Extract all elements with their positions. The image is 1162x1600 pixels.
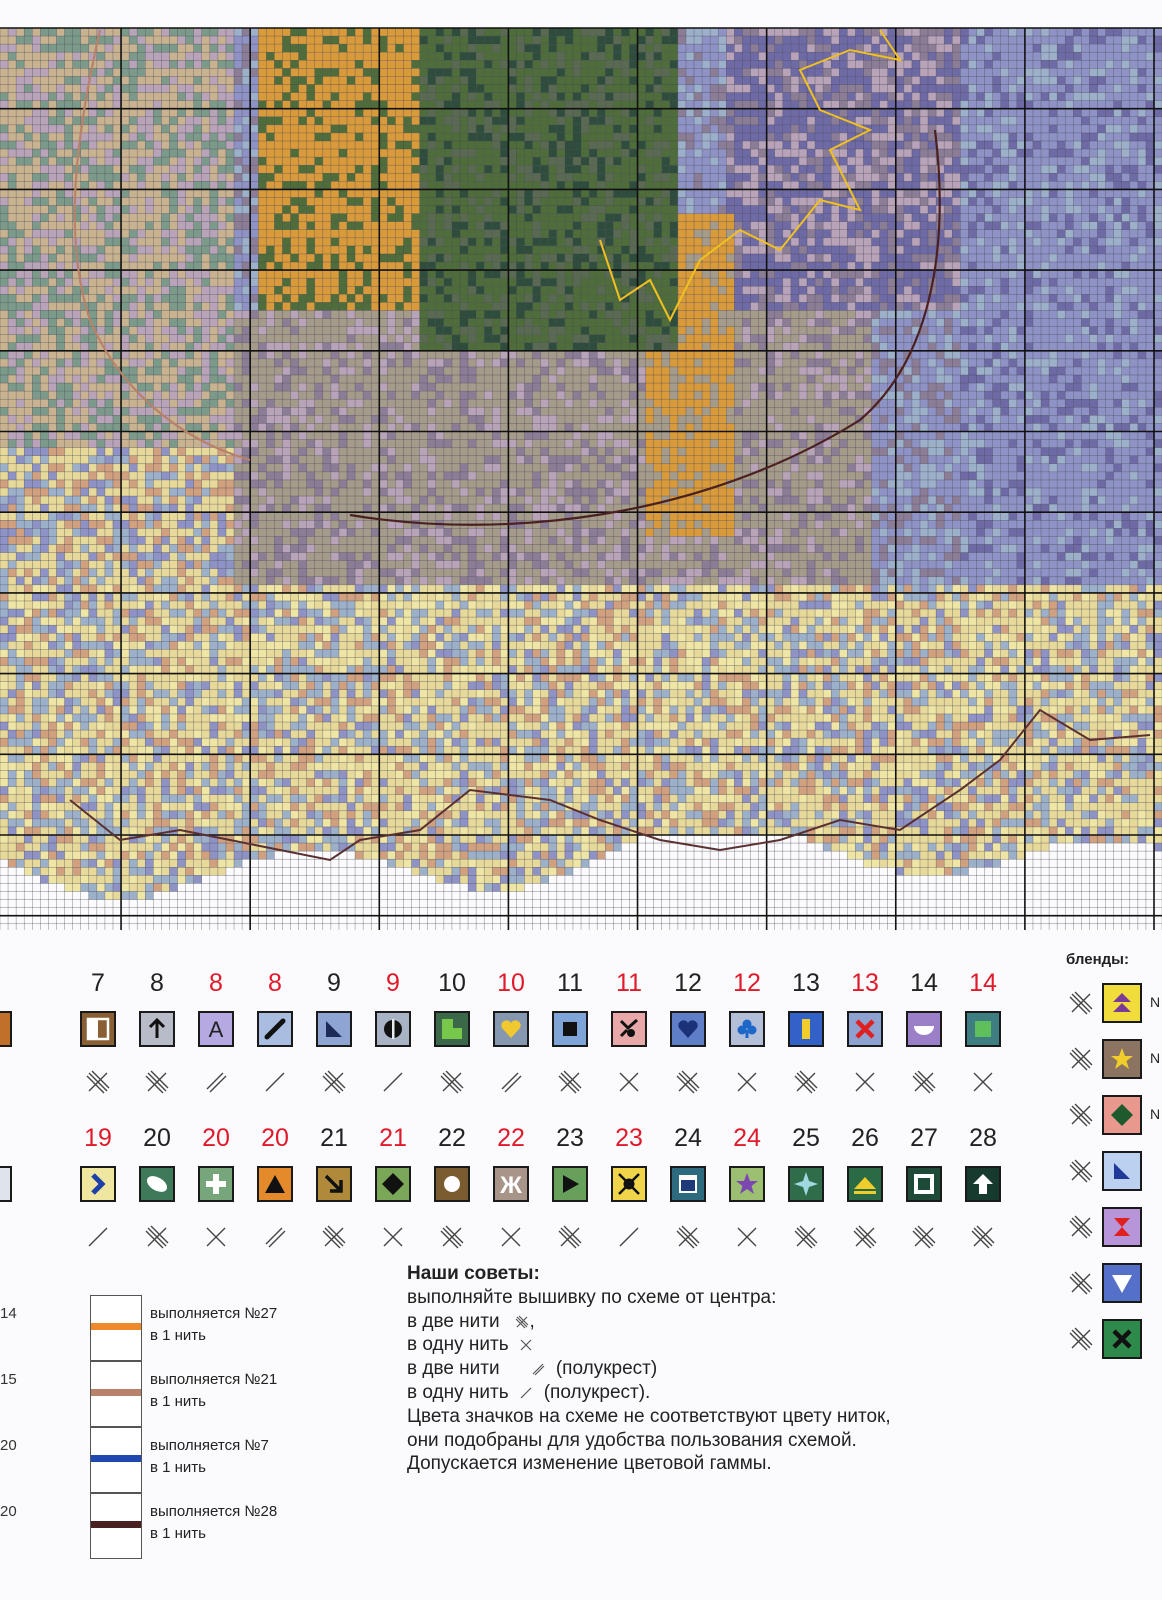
legend2-symbol-cross-dot-icon xyxy=(611,1166,647,1202)
blend-item xyxy=(1066,983,1162,1023)
legend2-symbol-hollow-square-icon xyxy=(906,1166,942,1202)
blend-stitch-double-cross-icon xyxy=(1066,1212,1096,1242)
backstitch-left-number: 20 xyxy=(0,1503,17,1520)
legend2-stitch-double-cross-icon xyxy=(142,1222,172,1252)
blend-symbol-diamond-icon xyxy=(1102,1095,1142,1135)
legend2-stitch-single-cross-icon xyxy=(732,1222,762,1252)
blend-symbol-star-icon xyxy=(1102,1039,1142,1079)
backstitch-left-number: 20 xyxy=(0,1437,17,1454)
blend-item xyxy=(1066,1039,1162,1079)
legend2-number-7: 22 xyxy=(497,1124,525,1152)
legend1-number-5: 9 xyxy=(386,969,400,997)
legend1-number-8: 11 xyxy=(557,969,583,997)
legend1-stitch-double-cross-icon xyxy=(673,1067,703,1097)
legend2-stitch-double-cross-icon xyxy=(673,1222,703,1252)
legend2-stitch-double-cross-icon xyxy=(968,1222,998,1252)
legend2-number-5: 21 xyxy=(379,1124,407,1152)
legend2-number-0: 19 xyxy=(84,1124,112,1152)
legend2-number-4: 21 xyxy=(320,1124,348,1152)
legend2-symbol-tri-bar-icon xyxy=(847,1166,883,1202)
blend-item xyxy=(1066,1319,1162,1359)
blend-stitch-double-cross-icon xyxy=(1066,1156,1096,1186)
blend-item xyxy=(1066,1151,1162,1191)
blend-label: N xyxy=(1150,994,1161,1010)
legend1-stitch-double-cross-icon xyxy=(555,1067,585,1097)
legend1-number-15: 14 xyxy=(969,969,997,997)
tips-line-3: в одну нить xyxy=(407,1333,927,1357)
legend1-stitch-double-half-icon xyxy=(201,1067,231,1097)
legend2-number-1: 20 xyxy=(143,1124,171,1152)
tips-line-6: Цвета значков на схеме не соответствуют цвету ниток, xyxy=(407,1405,891,1427)
backstitch-swatch xyxy=(90,1295,142,1361)
tips-line-8: Допускается изменение цветовой гаммы. xyxy=(407,1453,772,1475)
legend2-stitch-double-cross-icon xyxy=(319,1222,349,1252)
legend1-symbol-slash-icon xyxy=(257,1011,293,1047)
backstitch-item xyxy=(90,1427,350,1487)
backstitch-item xyxy=(90,1361,350,1421)
legend2-stitch-double-cross-icon xyxy=(909,1222,939,1252)
legend2-number-13: 26 xyxy=(851,1124,879,1152)
legend1-symbol-green-L-icon xyxy=(434,1011,470,1047)
blend-label: N xyxy=(1150,1050,1161,1066)
tips-line-4: в две нити (полукрест) xyxy=(407,1358,658,1380)
tips-block xyxy=(407,1262,927,1476)
backstitch-threads: в 1 нить xyxy=(150,1459,206,1476)
legend2-number-14: 27 xyxy=(910,1124,938,1152)
legend1-number-11: 12 xyxy=(733,969,761,997)
legend2-symbol-plus-icon xyxy=(198,1166,234,1202)
blend-item xyxy=(1066,1207,1162,1247)
legend1-stitch-single-cross-icon xyxy=(614,1067,644,1097)
tips-title: Наши советы: xyxy=(407,1263,540,1284)
blend-symbol-hourglass-icon xyxy=(1102,1207,1142,1247)
blend-stitch-double-cross-icon xyxy=(1066,1324,1096,1354)
legend1-number-1: 8 xyxy=(150,969,164,997)
backstitch-label: выполняется №21 xyxy=(150,1371,278,1388)
double-cross-stitch-icon xyxy=(515,1315,529,1329)
blends-title: бленды: xyxy=(1066,951,1129,968)
tips-line-1: выполняйте вышивку по схеме от центра: xyxy=(407,1286,777,1308)
legend1-number-2: 8 xyxy=(209,969,223,997)
legend2-partial-swatch xyxy=(0,1166,12,1202)
tips-line-5: в одну нить (полукрест). xyxy=(407,1381,651,1403)
single-cross-stitch-icon xyxy=(519,1338,533,1352)
legend1-symbol-small-square-icon xyxy=(965,1011,1001,1047)
legend1-stitch-double-cross-icon xyxy=(319,1067,349,1097)
legend1-stitch-double-cross-icon xyxy=(83,1067,113,1097)
legend2-stitch-double-cross-icon xyxy=(850,1222,880,1252)
legend2-symbol-sparkle-icon xyxy=(788,1166,824,1202)
legend1-number-0: 7 xyxy=(91,969,105,997)
legend1-symbol-bowl-icon xyxy=(906,1011,942,1047)
legend2-number-6: 22 xyxy=(438,1124,466,1152)
legend2-number-3: 20 xyxy=(261,1124,289,1152)
legend1-number-9: 11 xyxy=(616,969,642,997)
legend2-symbol-chevron-icon xyxy=(80,1166,116,1202)
legend2-number-11: 24 xyxy=(733,1124,761,1152)
legend2-symbol-zhe-icon xyxy=(493,1166,529,1202)
legend1-number-3: 8 xyxy=(268,969,282,997)
legend2-symbol-star-icon xyxy=(729,1166,765,1202)
legend2-stitch-double-cross-icon xyxy=(437,1222,467,1252)
legend2-number-10: 24 xyxy=(674,1124,702,1152)
blend-stitch-double-cross-icon xyxy=(1066,988,1096,1018)
legend2-stitch-single-cross-icon xyxy=(496,1222,526,1252)
legend2-stitch-double-cross-icon xyxy=(791,1222,821,1252)
legend1-number-6: 10 xyxy=(438,969,466,997)
legend2-stitch-single-half-icon xyxy=(614,1222,644,1252)
legend2-symbol-diamond-icon xyxy=(375,1166,411,1202)
legend1-stitch-single-cross-icon xyxy=(968,1067,998,1097)
double-half-stitch-icon xyxy=(531,1362,545,1376)
tips-line-7: они подобраны для удобства пользования схемой. xyxy=(407,1429,857,1451)
legend-row-1 xyxy=(0,969,997,1105)
legend2-stitch-double-cross-icon xyxy=(555,1222,585,1252)
backstitch-item xyxy=(90,1493,350,1553)
legend1-symbol-cross-x-icon xyxy=(847,1011,883,1047)
legend1-number-12: 13 xyxy=(792,969,820,997)
legend1-stitch-double-half-icon xyxy=(496,1067,526,1097)
legend1-symbol-heart-icon xyxy=(670,1011,706,1047)
blend-item xyxy=(1066,1095,1162,1135)
legend1-symbol-bar-icon xyxy=(788,1011,824,1047)
backstitch-left-number: 14 xyxy=(0,1305,17,1322)
legend2-number-8: 23 xyxy=(556,1124,584,1152)
legend1-number-14: 14 xyxy=(910,969,938,997)
legend2-symbol-arrow-se-icon xyxy=(316,1166,352,1202)
legend2-symbol-triangle-icon xyxy=(257,1166,293,1202)
legend-row-2 xyxy=(0,1124,997,1260)
legend2-symbol-play-icon xyxy=(552,1166,588,1202)
legend1-number-7: 10 xyxy=(497,969,525,997)
legend1-number-4: 9 xyxy=(327,969,341,997)
blend-symbol-down-tri-icon xyxy=(1102,1263,1142,1303)
legend1-stitch-double-cross-icon xyxy=(909,1067,939,1097)
backstitch-threads: в 1 нить xyxy=(150,1525,206,1542)
legend1-stitch-single-half-icon xyxy=(260,1067,290,1097)
legend1-symbol-square-icon xyxy=(552,1011,588,1047)
blend-item xyxy=(1066,1263,1162,1303)
legend2-stitch-double-half-icon xyxy=(260,1222,290,1252)
legend2-number-12: 25 xyxy=(792,1124,820,1152)
legend1-symbol-split-circle-icon xyxy=(375,1011,411,1047)
backstitch-swatch xyxy=(90,1427,142,1493)
blend-stitch-double-cross-icon xyxy=(1066,1044,1096,1074)
backstitch-label: выполняется №27 xyxy=(150,1305,278,1322)
legend1-symbol-half-square-icon xyxy=(80,1011,116,1047)
legend1-symbol-check-dot-icon xyxy=(611,1011,647,1047)
legend2-symbol-circle-icon xyxy=(434,1166,470,1202)
legend2-symbol-ellipse-icon xyxy=(139,1166,175,1202)
legend1-stitch-single-half-icon xyxy=(378,1067,408,1097)
legend1-symbol-letter-a-icon xyxy=(198,1011,234,1047)
backstitch-threads: в 1 нить xyxy=(150,1393,206,1410)
legend2-symbol-arrow-up-bold-icon xyxy=(965,1166,1001,1202)
legend1-stitch-double-cross-icon xyxy=(437,1067,467,1097)
legend1-stitch-single-cross-icon xyxy=(850,1067,880,1097)
legend1-partial-swatch xyxy=(0,1011,12,1047)
legend2-stitch-single-cross-icon xyxy=(378,1222,408,1252)
legend2-stitch-single-cross-icon xyxy=(201,1222,231,1252)
blend-symbol-cross-x-icon xyxy=(1102,1319,1142,1359)
legend2-number-2: 20 xyxy=(202,1124,230,1152)
legend1-stitch-double-cross-icon xyxy=(791,1067,821,1097)
backstitch-label: выполняется №7 xyxy=(150,1437,269,1454)
backstitch-swatch xyxy=(90,1493,142,1559)
legend1-stitch-single-cross-icon xyxy=(732,1067,762,1097)
tips-line-2: в две нити , xyxy=(407,1310,535,1332)
legend2-number-9: 23 xyxy=(615,1124,643,1152)
blend-stitch-double-cross-icon xyxy=(1066,1100,1096,1130)
legend1-symbol-up-arrow-icon xyxy=(139,1011,175,1047)
blend-stitch-double-cross-icon xyxy=(1066,1268,1096,1298)
legend1-symbol-heart-icon xyxy=(493,1011,529,1047)
legend1-symbol-corner-triangle-icon xyxy=(316,1011,352,1047)
legend2-symbol-window-icon xyxy=(670,1166,706,1202)
backstitch-item xyxy=(90,1295,350,1355)
legend1-number-10: 12 xyxy=(674,969,702,997)
legend1-number-13: 13 xyxy=(851,969,879,997)
backstitch-swatch xyxy=(90,1361,142,1427)
blend-label: N xyxy=(1150,1106,1161,1122)
blend-symbol-double-tri-icon xyxy=(1102,983,1142,1023)
backstitch-threads: в 1 нить xyxy=(150,1327,206,1344)
single-half-stitch-icon xyxy=(519,1386,533,1400)
backstitch-left-number: 15 xyxy=(0,1371,17,1388)
blend-symbol-corner-triangle-icon xyxy=(1102,1151,1142,1191)
legend2-stitch-single-half-icon xyxy=(83,1222,113,1252)
legend2-number-15: 28 xyxy=(969,1124,997,1152)
legend1-symbol-club-icon xyxy=(729,1011,765,1047)
backstitch-label: выполняется №28 xyxy=(150,1503,278,1520)
legend1-stitch-double-cross-icon xyxy=(142,1067,172,1097)
